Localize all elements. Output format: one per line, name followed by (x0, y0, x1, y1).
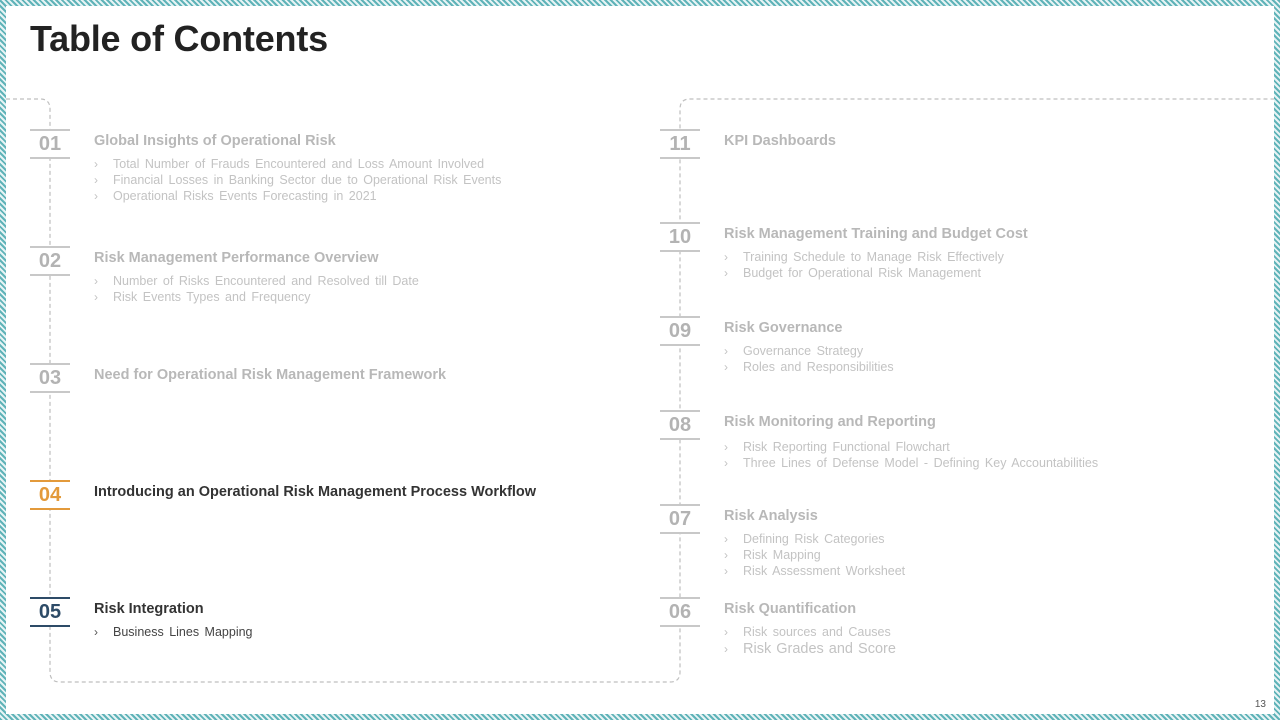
subitem: › Number of Risks Encountered and Resolved till Date (94, 274, 419, 288)
chevron-right-icon: › (724, 532, 728, 546)
subitem-list (724, 343, 894, 375)
subitem-list (724, 531, 905, 579)
chevron-right-icon: › (724, 440, 728, 454)
section-number: 09 (660, 316, 700, 346)
chevron-right-icon: › (94, 173, 98, 187)
subitem-list (724, 624, 896, 658)
section-number: 11 (660, 129, 700, 159)
section-number: 04 (30, 480, 70, 510)
subitem-list (724, 249, 1004, 281)
subitem: › Budget for Operational Risk Management (724, 266, 981, 280)
section-number: 02 (30, 246, 70, 276)
subitem: › Training Schedule to Manage Risk Effectively (724, 250, 1004, 264)
chevron-right-icon: › (94, 274, 98, 288)
subitem: › Risk Assessment Worksheet (724, 564, 906, 578)
chevron-right-icon: › (724, 456, 728, 470)
page-number: 13 (1254, 699, 1266, 710)
section-heading: Risk Quantification (724, 601, 857, 617)
subitem: › Risk Events Types and Frequency (94, 290, 311, 304)
chevron-right-icon: › (94, 157, 98, 171)
section-number: 05 (30, 597, 70, 627)
subitem: › Total Number of Frauds Encountered and Loss Amount Involved (94, 157, 485, 171)
section-heading: Introducing an Operational Risk Management Process Workflow (94, 484, 537, 500)
section-heading: Global Insights of Operational Risk (94, 133, 336, 149)
section-number: 01 (30, 129, 70, 159)
chevron-right-icon: › (724, 642, 728, 656)
subitem: › Financial Losses in Banking Sector due to Operational Risk Events (94, 173, 502, 187)
section-number: 10 (660, 222, 700, 252)
subitem-list (94, 624, 253, 640)
chevron-right-icon: › (724, 344, 728, 358)
subitem: › Risk Mapping (724, 548, 821, 562)
subitem: › Business Lines Mapping (94, 625, 253, 639)
subitem: › Governance Strategy (724, 344, 864, 358)
slide (6, 6, 1274, 714)
section-number: 07 (660, 504, 700, 534)
subitem: › Roles and Responsibilities (724, 360, 894, 374)
section-heading: Risk Integration (94, 601, 204, 617)
section-heading: KPI Dashboards (724, 133, 836, 149)
chevron-right-icon: › (724, 266, 728, 280)
chevron-right-icon: › (94, 189, 98, 203)
section-heading: Need for Operational Risk Management Framework (94, 367, 447, 383)
chevron-right-icon: › (724, 250, 728, 264)
section-number: 06 (660, 597, 700, 627)
subitem: › Risk Reporting Functional Flowchart (724, 440, 950, 454)
chevron-right-icon: › (724, 564, 728, 578)
chevron-right-icon: › (94, 290, 98, 304)
chevron-right-icon: › (724, 625, 728, 639)
subitem: › Defining Risk Categories (724, 532, 885, 546)
section-heading: Risk Analysis (724, 508, 818, 524)
subitem-list (94, 156, 501, 204)
subitem: › Risk sources and Causes (724, 625, 891, 639)
section-heading: Risk Governance (724, 320, 843, 336)
subitem-list (724, 439, 1098, 471)
page-title: Table of Contents (30, 18, 328, 59)
subitem: › Three Lines of Defense Model - Defining Key Accountabilities (724, 456, 1099, 470)
chevron-right-icon: › (94, 625, 98, 639)
subitem: › Risk Grades and Score (724, 641, 896, 657)
section-heading: Risk Monitoring and Reporting (724, 414, 936, 430)
section-heading: Risk Management Performance Overview (94, 250, 379, 266)
subitem: › Operational Risks Events Forecasting in 2021 (94, 189, 377, 203)
chevron-right-icon: › (724, 548, 728, 562)
chevron-right-icon: › (724, 360, 728, 374)
section-heading: Risk Management Training and Budget Cost (724, 226, 1028, 242)
section-number: 08 (660, 410, 700, 440)
section-number: 03 (30, 363, 70, 393)
subitem-list (94, 273, 419, 305)
